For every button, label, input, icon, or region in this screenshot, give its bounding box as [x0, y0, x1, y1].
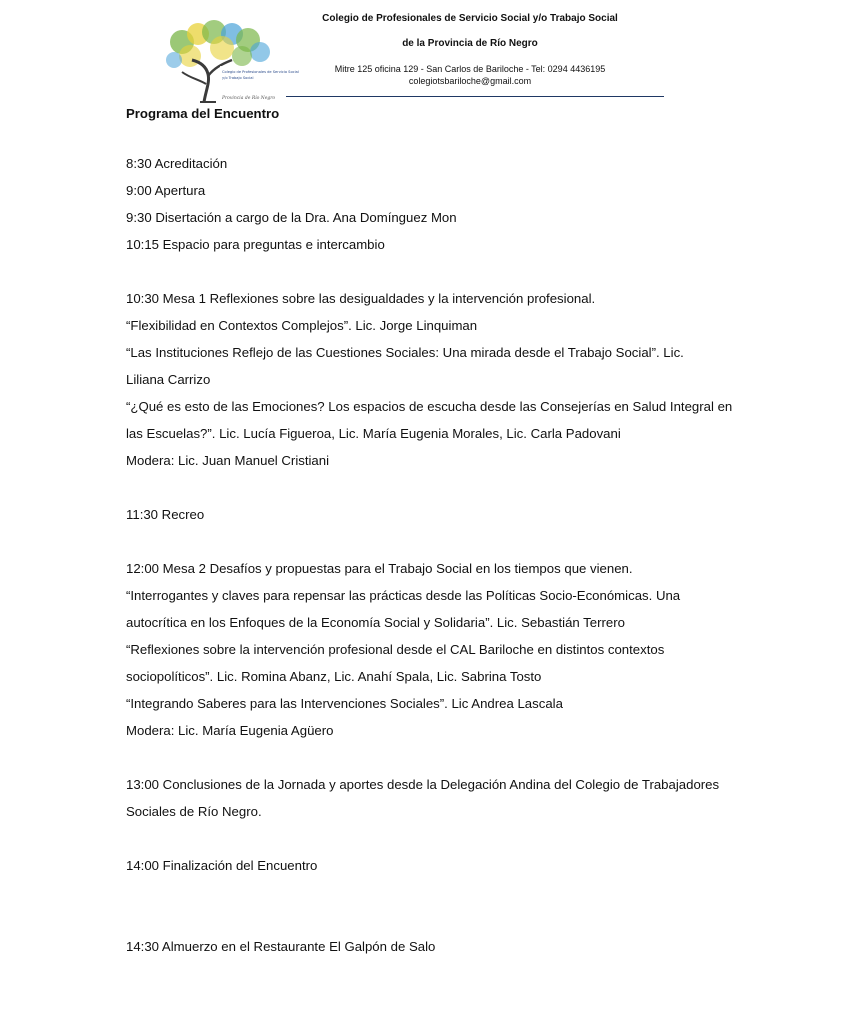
program-line: Modera: Lic. María Eugenia Agüero: [126, 723, 334, 738]
blank-line: [126, 258, 746, 285]
program-line: autocrítica en los Enfoques de la Economía Social y Solidaria”. Lic. Sebastián Terrero: [126, 615, 625, 630]
logo-caption: Provincia de Río Negro: [222, 96, 276, 101]
organization-logo: [160, 20, 299, 106]
program-line: 11:30 Recreo: [126, 507, 205, 522]
program-line: 13:00 Conclusiones de la Jornada y aportes desde la Delegación Andina del Colegio de Trabajadores: [126, 777, 720, 792]
logo-text-line2: y/o Trabajo Social: [222, 76, 254, 80]
program-line: “Integrando Saberes para las Intervenciones Sociales”. Lic Andrea Lascala: [126, 696, 563, 711]
program-line: “Reflexiones sobre la intervención profesional desde el CAL Bariloche en distintos contextos: [126, 642, 665, 657]
org-name-line1: Colegio de Profesionales de Servicio Social y/o Trabajo Social: [322, 13, 618, 24]
program-line: 9:30 Disertación a cargo de la Dra. Ana Domínguez Mon: [126, 210, 457, 225]
blank-line: [126, 825, 746, 852]
blank-line: [126, 474, 746, 501]
program-lines: [126, 150, 746, 960]
program-line: las Escuelas?”. Lic. Lucía Figueroa, Lic. María Eugenia Morales, Lic. Carla Padovani: [126, 426, 621, 441]
blank-line: [126, 528, 746, 555]
program-line: 8:30 Acreditación: [126, 156, 228, 171]
logo-text-line1: Colegio de Profesionales de Servicio Social: [222, 70, 299, 74]
letterhead: [300, 10, 640, 87]
header-divider: [286, 96, 664, 97]
program-line: 14:30 Almuerzo en el Restaurante El Galpón de Salo: [126, 939, 436, 954]
org-address: Mitre 125 oficina 129 - San Carlos de Bariloche - Tel: 0294 4436195: [334, 64, 606, 74]
program-content: [126, 105, 746, 960]
program-title: Programa del Encuentro: [126, 106, 280, 121]
program-line: 12:00 Mesa 2 Desafíos y propuestas para el Trabajo Social en los tiempos que vienen.: [126, 561, 633, 576]
program-line: Liliana Carrizo: [126, 372, 211, 387]
program-line: “¿Qué es esto de las Emociones? Los espacios de escucha desde las Consejerías en Salud Integral en: [126, 399, 733, 414]
program-line: Sociales de Río Negro.: [126, 804, 262, 819]
program-line: 10:15 Espacio para preguntas e intercambio: [126, 237, 385, 252]
program-line: 14:00 Finalización del Encuentro: [126, 858, 318, 873]
blank-line: [126, 879, 746, 906]
program-line: 10:30 Mesa 1 Reflexiones sobre las desigualdades y la intervención profesional.: [126, 291, 596, 306]
program-line: 9:00 Apertura: [126, 183, 206, 198]
org-name-line2: de la Provincia de Río Negro: [402, 38, 538, 49]
program-line: “Las Instituciones Reflejo de las Cuestiones Sociales: Una mirada desde el Trabajo Social”. Lic.: [126, 345, 684, 360]
org-email: colegiotsbariloche@gmail.com: [408, 76, 532, 86]
program-line: “Flexibilidad en Contextos Complejos”. Lic. Jorge Linquiman: [126, 318, 478, 333]
blank-line: [126, 744, 746, 771]
tree-logo-icon: [160, 20, 299, 106]
program-line: “Interrogantes y claves para repensar las prácticas desde las Políticas Socio-Económicas. Una: [126, 588, 681, 603]
program-line: sociopolíticos”. Lic. Romina Abanz, Lic. Anahí Spala, Lic. Sabrina Tosto: [126, 669, 542, 684]
spacer: [126, 123, 746, 150]
blank-line: [126, 906, 746, 933]
program-line: Modera: Lic. Juan Manuel Cristiani: [126, 453, 330, 468]
